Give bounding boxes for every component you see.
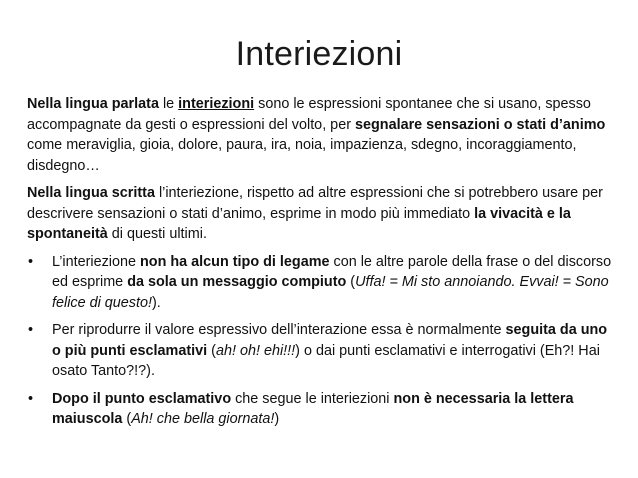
text-run: l’interiezione, rispetto ad altre espressioni che si potrebbero usare per descrivere sensazioni o stati d’animo, esprime in modo più immediato <box>27 185 603 222</box>
text-run: Nella lingua scritta <box>27 185 155 201</box>
text-run: Nella lingua parlata <box>27 96 159 112</box>
text-run: seguita da uno o più punti esclamativi <box>52 322 608 359</box>
bullet-mark: • <box>28 390 34 407</box>
slide-title: Interiezioni <box>235 35 403 73</box>
paragraph-spoken-language <box>27 94 617 176</box>
text-run: non ha alcun tipo di legame <box>140 253 330 270</box>
text-run: Per riprodurre il valore espressivo dell’interazione essa è normalmente <box>52 322 506 338</box>
text-run: Dopo il punto esclamativo <box>52 390 232 407</box>
text-run: Ah! che bella giornata! <box>131 411 275 427</box>
paragraph-written-language <box>27 183 617 245</box>
text-run: ( <box>207 342 216 359</box>
text-run: ( <box>346 274 356 290</box>
bullet-mark: • <box>28 253 34 270</box>
text-run: interiezioni <box>178 96 255 112</box>
text-run: non è necessaria la lettera maiuscola <box>52 390 574 427</box>
text-run: ah! oh! ehi!!! <box>215 342 296 359</box>
text-run: da sola un messaggio compiuto <box>127 274 347 290</box>
text-run: con le altre parole della frase o del discorso ed esprime <box>52 253 612 290</box>
text-run: come meraviglia, gioia, dolore, paura, ira, noia, impazienza, sdegno, incoraggiamento, disdegno… <box>27 137 577 174</box>
bullet-item <box>27 252 617 314</box>
text-run: ). <box>152 294 161 311</box>
text-run: ) <box>274 411 280 427</box>
text-run: segnalare sensazioni o stati d’animo <box>354 116 606 133</box>
text-run: le <box>158 96 179 112</box>
text-run: sono le espressioni spontanee che si usano, spesso accompagnate da gesti o espressioni del volto, per <box>27 96 591 133</box>
bullet-mark: • <box>28 322 34 338</box>
text-run: la vivacità e la spontaneità <box>27 205 571 242</box>
bullet-item <box>27 389 617 430</box>
text-run: che segue le interiezioni <box>231 390 394 407</box>
text-run: ( <box>122 411 132 427</box>
bullet-item <box>27 320 617 382</box>
text-run: di questi ultimi. <box>107 226 207 242</box>
text-run: ) o dai punti esclamativi e interrogativi (Eh?! Hai osato Tanto?!?). <box>52 342 600 379</box>
text-run: L’interiezione <box>52 253 141 270</box>
text-run: Uffa! = Mi sto annoiando. Evvai! = Sono felice di questo! <box>52 274 609 311</box>
slide-content <box>27 94 617 437</box>
